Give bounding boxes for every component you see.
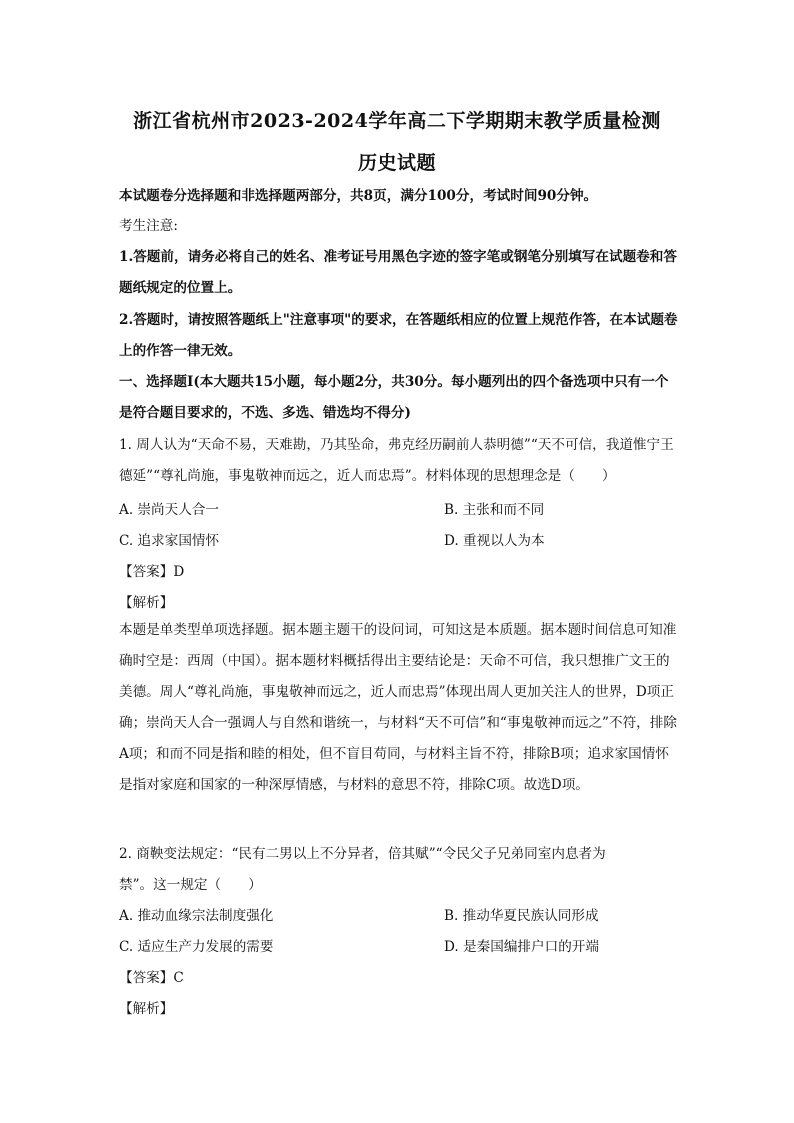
question-2-analysis-heading: 【解析】 [119,1001,174,1017]
notice-item-2: 2.答题时，请按照答题纸上"注意事项"的要求，在答题纸相应的位置上规范作答，在本试题卷上的作答一律无效。 [119,312,678,359]
question-2-option-a: A. 推动血缘宗法制度强化 [119,908,274,924]
question-1-analysis-heading: 【解析】 [119,595,174,611]
question-2-stem-line-2: 禁”。这一规定（ ） [119,877,262,893]
question-1-stem: 1. 周人认为“天命不易，天难勘，乃其坠命，弗克经历嗣前人恭明德”“天不可信，我道惟宁王德延”“尊礼尚施，事鬼敬神而远之，近人而忠焉”。材料体现的思想理念是（ ） [119,437,674,484]
question-2-option-b: B. 推动华夏民族认同形成 [444,908,599,924]
exam-subject-title: 历史试题 [357,152,436,174]
question-1-option-d: D. 重视以人为本 [444,533,545,549]
question-2-option-d: D. 是秦国编排户口的开端 [444,939,599,955]
question-2-answer: 【答案】C [119,970,184,986]
question-1-answer: 【答案】D [119,564,185,580]
question-2-stem-line-1: 2. 商鞅变法规定：“民有二男以上不分异者，倍其赋”“令民父子兄弟同室内息者为 [119,846,606,862]
exam-info: 本试题卷分选择题和非选择题两部分，共8页，满分100分，考试时间90分钟。 [119,188,598,204]
question-2-option-c: C. 适应生产力发展的需要 [119,939,274,955]
question-1-option-a: A. 崇尚天人合一 [119,502,220,518]
exam-title: 浙江省杭州市2023-2024学年高二下学期期末教学质量检测 [133,110,661,132]
question-1-option-c: C. 追求家国情怀 [119,533,220,549]
notice-item-1: 1.答题前，请务必将自己的姓名、准考证号用黑色字迹的签字笔或钢笔分别填写在试题卷和答题纸规定的位置上。 [119,249,677,296]
section-heading: 一、选择题I(本大题共15小题，每小题2分，共30分。每小题列出的四个备选项中只有一个是符合题目要求的，不选、多选、错选均不得分) [119,374,669,421]
question-1-option-b: B. 主张和而不同 [444,502,545,518]
notice-heading: 考生注意: [119,218,178,234]
question-1-analysis: 本题是单类型单项选择题。据本题主题干的设问词，可知这是本质题。据本题时间信息可知准确时空是：西周（中国）。据本题材料概括得出主要结论是：天命不可信，我只想推广文王的美德。周人“尊礼尚施，事鬼敬神而远之，近人而忠焉”体现出周人更加关注人的世界，D项正确；崇尚天人合一强调人与自然和谐统一，与材料“天不可信”和“事鬼敬神而远之”不符，排除A项；和而不同是指和睦的相处，但不盲目苟同，与材料主旨不符，排除B项；追求家国情怀是指对家庭和国家的一种深厚情感，与材料的意思不符，排除C项。故选D项。 [119,622,677,793]
